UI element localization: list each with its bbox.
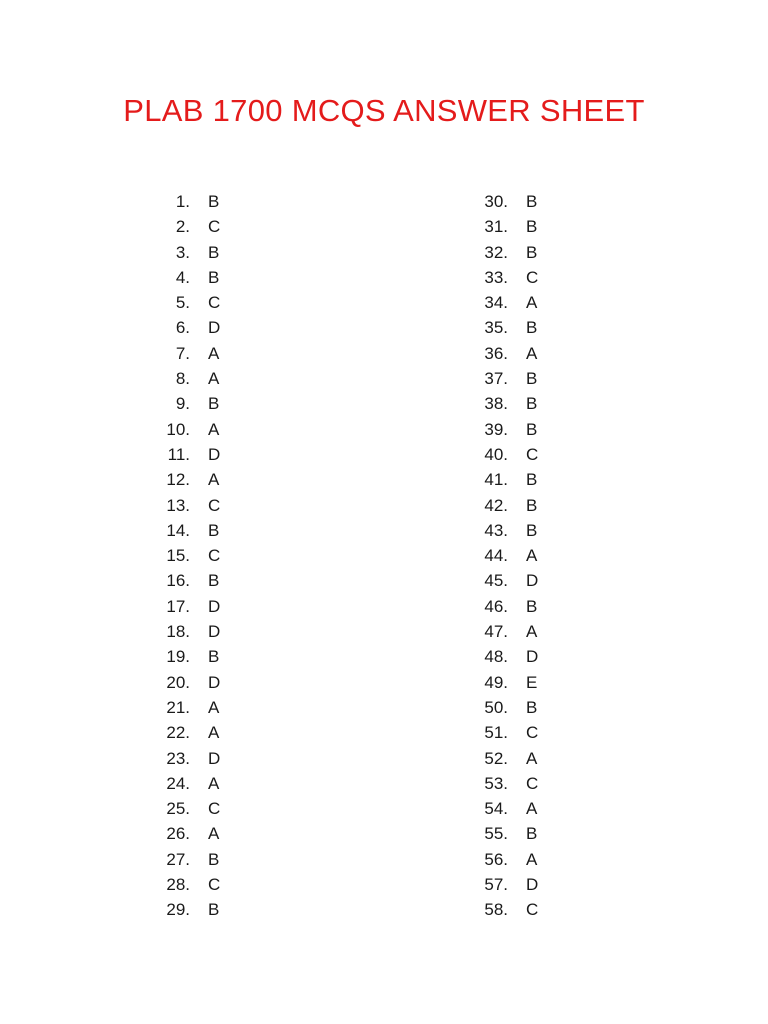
question-number: 21. [166, 697, 190, 717]
question-number: 25. [166, 799, 190, 819]
answer-row [468, 442, 556, 467]
answer-letter: B [526, 419, 538, 439]
answer-letter: A [208, 343, 220, 363]
answer-row [468, 366, 556, 391]
answer-row [468, 290, 556, 315]
answer-row [150, 619, 238, 644]
answer-row [150, 391, 238, 416]
answer-row [150, 796, 238, 821]
question-number: 19. [166, 647, 190, 667]
answer-letter: A [208, 824, 220, 844]
question-number: 53. [484, 773, 508, 793]
answer-row [150, 518, 238, 543]
answer-letter: A [208, 773, 220, 793]
answer-list-left [150, 189, 238, 923]
answer-letter: A [208, 419, 220, 439]
answer-row [468, 518, 556, 543]
question-number: 49. [484, 672, 508, 692]
answer-row [468, 214, 556, 239]
answer-row [468, 644, 556, 669]
answer-row [468, 543, 556, 568]
answer-letter: B [208, 192, 220, 211]
answer-letter: C [208, 799, 221, 819]
question-number: 24. [166, 773, 190, 793]
question-number: 35. [484, 318, 508, 338]
page-title: PLAB 1700 MCQS ANSWER SHEET [123, 93, 645, 128]
question-number: 38. [484, 394, 508, 414]
answer-letter: A [526, 799, 538, 819]
answer-row [468, 265, 556, 290]
answer-row [468, 872, 556, 897]
answer-letter: B [208, 647, 220, 667]
answer-letter: A [526, 849, 538, 869]
question-number: 57. [484, 875, 508, 895]
answer-letter: D [208, 748, 221, 768]
answer-row [468, 847, 556, 872]
answer-letter: C [208, 217, 221, 237]
question-number: 18. [166, 622, 190, 642]
question-number: 33. [484, 267, 508, 287]
question-number: 8. [175, 369, 190, 389]
answer-row [150, 290, 238, 315]
answer-letter: A [208, 470, 220, 490]
question-number: 17. [166, 596, 190, 616]
question-number: 6. [175, 318, 190, 338]
question-number: 7. [175, 343, 190, 363]
answer-letter: B [526, 520, 538, 540]
answer-row [468, 619, 556, 644]
answer-letter: B [208, 849, 220, 869]
answer-row [468, 189, 556, 214]
answer-row [468, 417, 556, 442]
question-number: 12. [166, 470, 190, 490]
question-number: 55. [484, 824, 508, 844]
answer-letter: C [526, 444, 539, 464]
answer-letter: A [526, 293, 538, 313]
answer-row [150, 240, 238, 265]
answer-letter: B [208, 242, 220, 262]
answer-letter: D [526, 875, 539, 895]
question-number: 39. [484, 419, 508, 439]
answer-letter: C [526, 267, 539, 287]
answer-letter: B [526, 369, 538, 389]
answer-letter: B [208, 571, 220, 591]
answer-letter: B [208, 520, 220, 540]
question-number: 29. [166, 900, 190, 920]
question-number: 51. [484, 723, 508, 743]
question-number: 43. [484, 520, 508, 540]
answer-row [150, 493, 238, 518]
question-number: 5. [175, 293, 190, 313]
answer-row [150, 695, 238, 720]
answer-letter: A [208, 697, 220, 717]
answer-row [150, 594, 238, 619]
answer-letter: C [208, 546, 221, 566]
question-number: 14. [166, 520, 190, 540]
answer-row [150, 265, 238, 290]
question-number: 50. [484, 697, 508, 717]
answer-letter: A [526, 343, 538, 363]
answer-letter: D [208, 672, 221, 692]
question-number: 47. [484, 622, 508, 642]
answer-row [150, 720, 238, 745]
answer-letter: A [208, 369, 220, 389]
answer-row [468, 746, 556, 771]
question-number: 34. [484, 293, 508, 313]
question-number: 3. [175, 242, 190, 262]
answer-letter: C [526, 723, 539, 743]
answer-letter: B [526, 318, 538, 338]
question-number: 23. [166, 748, 190, 768]
answer-letter: D [208, 596, 221, 616]
question-number: 37. [484, 369, 508, 389]
answer-letter: B [208, 900, 220, 920]
answer-letter: B [208, 267, 220, 287]
question-number: 10. [166, 419, 190, 439]
answer-letter: A [208, 723, 220, 743]
answer-letter: B [526, 242, 538, 262]
answer-row [468, 493, 556, 518]
answer-letter: B [526, 217, 538, 237]
question-number: 13. [166, 495, 190, 515]
question-number: 48. [484, 647, 508, 667]
answer-letter: D [208, 444, 221, 464]
answer-letter: B [526, 394, 538, 414]
question-number: 36. [484, 343, 508, 363]
question-number: 22. [166, 723, 190, 743]
question-number: 27. [166, 849, 190, 869]
answer-row [468, 341, 556, 366]
answer-row [468, 391, 556, 416]
question-number: 26. [166, 824, 190, 844]
answer-list-right [468, 189, 556, 923]
answer-row [468, 771, 556, 796]
question-number: 42. [484, 495, 508, 515]
answer-row [150, 670, 238, 695]
answer-letter: B [526, 495, 538, 515]
answer-letter: C [208, 293, 221, 313]
answer-letter: A [526, 546, 538, 566]
question-number: 46. [484, 596, 508, 616]
answer-row [150, 771, 238, 796]
answer-letter: C [526, 773, 539, 793]
question-number: 28. [166, 875, 190, 895]
answer-row [468, 568, 556, 593]
answer-row [468, 240, 556, 265]
answer-row [150, 821, 238, 846]
answer-letter: D [208, 622, 221, 642]
question-number: 52. [484, 748, 508, 768]
answer-letter: E [526, 672, 538, 692]
question-number: 4. [175, 267, 190, 287]
answer-letter: A [526, 748, 538, 768]
answer-row [150, 467, 238, 492]
answer-letter: D [526, 571, 539, 591]
question-number: 15. [166, 546, 190, 566]
answer-row [150, 746, 238, 771]
answer-row [150, 214, 238, 239]
question-number: 1. [175, 192, 190, 211]
answer-letter: B [208, 394, 220, 414]
question-number: 20. [166, 672, 190, 692]
answer-letter: A [526, 622, 538, 642]
question-number: 2. [175, 217, 190, 237]
question-number: 30. [484, 192, 508, 211]
answer-row [150, 341, 238, 366]
question-number: 56. [484, 849, 508, 869]
answer-letter: B [526, 470, 538, 490]
answer-row [150, 366, 238, 391]
answer-row [468, 315, 556, 340]
answer-row [150, 897, 238, 922]
answer-letter: C [526, 900, 539, 920]
answer-letter: C [208, 875, 221, 895]
answer-row [468, 796, 556, 821]
answer-row [468, 467, 556, 492]
question-number: 16. [166, 571, 190, 591]
answer-letter: D [526, 647, 539, 667]
answer-row [150, 847, 238, 872]
answer-letter: B [526, 192, 538, 211]
question-number: 41. [484, 470, 508, 490]
answer-row [150, 872, 238, 897]
answer-letter: B [526, 697, 538, 717]
answer-row [150, 442, 238, 467]
question-number: 40. [484, 444, 508, 464]
answer-row [150, 315, 238, 340]
answer-letter: B [526, 824, 538, 844]
answer-row [468, 897, 556, 922]
question-number: 11. [167, 444, 190, 464]
question-number: 58. [484, 900, 508, 920]
answer-letter: D [208, 318, 221, 338]
question-number: 32. [484, 242, 508, 262]
question-number: 31. [484, 217, 508, 237]
answer-row [468, 670, 556, 695]
answer-row [150, 543, 238, 568]
question-number: 54. [484, 799, 508, 819]
answer-row [468, 720, 556, 745]
answer-row [150, 189, 238, 214]
answer-row [150, 417, 238, 442]
answer-row [468, 695, 556, 720]
answer-row [150, 644, 238, 669]
answer-row [468, 594, 556, 619]
question-number: 45. [484, 571, 508, 591]
answer-row [150, 568, 238, 593]
question-number: 9. [175, 394, 190, 414]
answer-letter: B [526, 596, 538, 616]
answer-row [468, 821, 556, 846]
answer-letter: C [208, 495, 221, 515]
question-number: 44. [484, 546, 508, 566]
